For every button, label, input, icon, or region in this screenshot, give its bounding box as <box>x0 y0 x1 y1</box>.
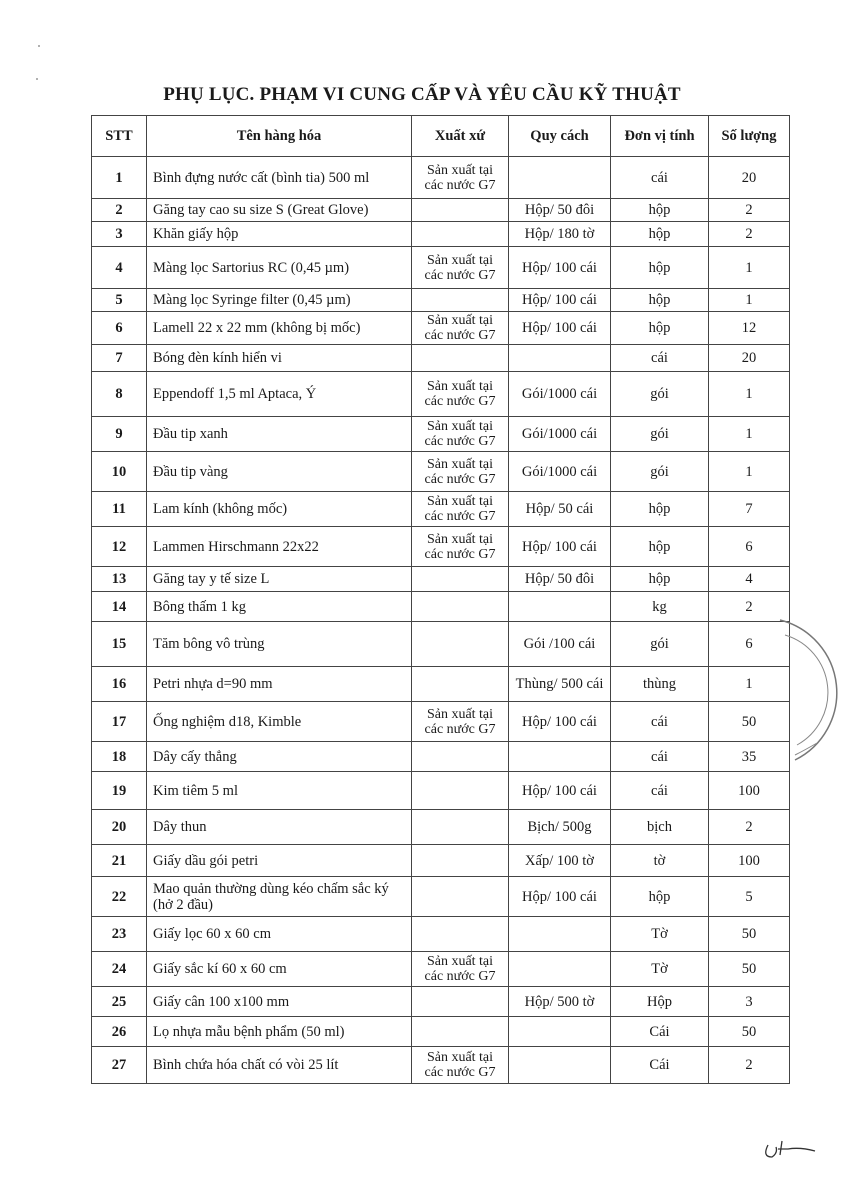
cell-stt: 11 <box>92 492 147 527</box>
cell-stt: 8 <box>92 372 147 417</box>
cell-spec: Hộp/ 100 cái <box>509 702 611 742</box>
cell-spec: Hộp/ 100 cái <box>509 247 611 289</box>
cell-name: Giấy cân 100 x100 mm <box>147 987 412 1017</box>
header-stt: STT <box>92 116 147 157</box>
supply-table <box>91 115 790 1084</box>
cell-name: Lọ nhựa mẫu bệnh phẩm (50 ml) <box>147 1017 412 1047</box>
cell-name: Găng tay cao su size S (Great Glove) <box>147 199 412 222</box>
header-unit: Đơn vị tính <box>611 116 709 157</box>
cell-name: Dây thun <box>147 810 412 845</box>
table-row <box>92 492 790 527</box>
cell-qty: 6 <box>709 527 790 567</box>
cell-stt: 2 <box>92 199 147 222</box>
table-header-row <box>92 116 790 157</box>
cell-origin: Sản xuất tại các nước G7 <box>412 1047 509 1084</box>
table-row <box>92 157 790 199</box>
cell-qty: 1 <box>709 452 790 492</box>
scan-speck <box>36 78 38 80</box>
table-row <box>92 247 790 289</box>
cell-spec: Xấp/ 100 tờ <box>509 845 611 877</box>
cell-origin <box>412 845 509 877</box>
cell-stt: 13 <box>92 567 147 592</box>
official-stamp-partial <box>735 615 844 765</box>
cell-name: Mao quản thường dùng kéo chấm sắc ký (hở 2 đầu) <box>147 877 412 917</box>
cell-qty: 2 <box>709 1047 790 1084</box>
cell-name: Ống nghiệm d18, Kimble <box>147 702 412 742</box>
cell-name: Màng lọc Sartorius RC (0,45 µm) <box>147 247 412 289</box>
scan-speck <box>38 45 40 47</box>
table-row <box>92 289 790 312</box>
cell-unit: gói <box>611 372 709 417</box>
cell-origin <box>412 1017 509 1047</box>
cell-qty: 6 <box>709 622 790 667</box>
cell-stt: 16 <box>92 667 147 702</box>
cell-stt: 4 <box>92 247 147 289</box>
cell-origin: Sản xuất tại các nước G7 <box>412 702 509 742</box>
cell-name: Tăm bông vô trùng <box>147 622 412 667</box>
cell-origin <box>412 667 509 702</box>
cell-spec: Bịch/ 500g <box>509 810 611 845</box>
cell-unit: hộp <box>611 289 709 312</box>
cell-unit: hộp <box>611 247 709 289</box>
cell-stt: 14 <box>92 592 147 622</box>
table-row <box>92 702 790 742</box>
table-row <box>92 527 790 567</box>
cell-spec <box>509 592 611 622</box>
cell-unit: hộp <box>611 222 709 247</box>
cell-origin: Sản xuất tại các nước G7 <box>412 157 509 199</box>
cell-spec <box>509 1047 611 1084</box>
cell-stt: 3 <box>92 222 147 247</box>
table-row <box>92 917 790 952</box>
header-spec: Quy cách <box>509 116 611 157</box>
cell-origin <box>412 592 509 622</box>
cell-unit: Tờ <box>611 952 709 987</box>
cell-unit: cái <box>611 345 709 372</box>
cell-origin <box>412 345 509 372</box>
page-title: PHỤ LỤC. PHẠM VI CUNG CẤP VÀ YÊU CẦU KỸ THUẬT <box>163 84 681 105</box>
cell-name: Kim tiêm 5 ml <box>147 772 412 810</box>
cell-stt: 21 <box>92 845 147 877</box>
cell-origin: Sản xuất tại các nước G7 <box>412 492 509 527</box>
table-row <box>92 845 790 877</box>
cell-qty: 20 <box>709 157 790 199</box>
table-row <box>92 417 790 452</box>
cell-spec: Hộp/ 100 cái <box>509 312 611 345</box>
table-row <box>92 592 790 622</box>
cell-name: Đầu tip vàng <box>147 452 412 492</box>
table-row <box>92 567 790 592</box>
table-row <box>92 372 790 417</box>
cell-unit: tờ <box>611 845 709 877</box>
cell-spec: Hộp/ 50 đôi <box>509 199 611 222</box>
cell-stt: 25 <box>92 987 147 1017</box>
cell-qty: 50 <box>709 1017 790 1047</box>
cell-stt: 22 <box>92 877 147 917</box>
cell-spec: Thùng/ 500 cái <box>509 667 611 702</box>
cell-name: Màng lọc Syringe filter (0,45 µm) <box>147 289 412 312</box>
cell-name: Găng tay y tế size L <box>147 567 412 592</box>
cell-origin <box>412 772 509 810</box>
cell-origin <box>412 742 509 772</box>
cell-unit: cái <box>611 742 709 772</box>
cell-origin: Sản xuất tại các nước G7 <box>412 452 509 492</box>
signature-initials <box>760 1135 820 1165</box>
cell-unit: Tờ <box>611 917 709 952</box>
cell-spec: Gói/1000 cái <box>509 372 611 417</box>
cell-unit: hộp <box>611 877 709 917</box>
cell-unit: cái <box>611 157 709 199</box>
cell-unit: kg <box>611 592 709 622</box>
cell-spec: Hộp/ 100 cái <box>509 289 611 312</box>
cell-unit: gói <box>611 622 709 667</box>
cell-spec <box>509 157 611 199</box>
cell-qty: 2 <box>709 810 790 845</box>
table-row <box>92 199 790 222</box>
table-row <box>92 222 790 247</box>
cell-name: Khăn giấy hộp <box>147 222 412 247</box>
cell-spec: Hộp/ 50 cái <box>509 492 611 527</box>
cell-qty: 35 <box>709 742 790 772</box>
cell-qty: 100 <box>709 772 790 810</box>
table-row <box>92 345 790 372</box>
cell-spec: Gói/1000 cái <box>509 417 611 452</box>
cell-origin: Sản xuất tại các nước G7 <box>412 952 509 987</box>
cell-unit: hộp <box>611 312 709 345</box>
cell-spec <box>509 917 611 952</box>
table-row <box>92 667 790 702</box>
cell-name: Bình đựng nước cất (bình tia) 500 ml <box>147 157 412 199</box>
cell-unit: hộp <box>611 567 709 592</box>
cell-origin <box>412 567 509 592</box>
cell-stt: 1 <box>92 157 147 199</box>
cell-name: Petri nhựa d=90 mm <box>147 667 412 702</box>
cell-origin: Sản xuất tại các nước G7 <box>412 372 509 417</box>
cell-spec <box>509 1017 611 1047</box>
cell-qty: 2 <box>709 199 790 222</box>
table-row <box>92 742 790 772</box>
cell-unit: cái <box>611 702 709 742</box>
cell-stt: 17 <box>92 702 147 742</box>
cell-name: Bình chứa hóa chất có vòi 25 lít <box>147 1047 412 1084</box>
cell-name: Giấy dầu gói petri <box>147 845 412 877</box>
cell-qty: 50 <box>709 917 790 952</box>
cell-qty: 50 <box>709 702 790 742</box>
cell-qty: 3 <box>709 987 790 1017</box>
cell-unit: Hộp <box>611 987 709 1017</box>
cell-stt: 19 <box>92 772 147 810</box>
cell-origin <box>412 622 509 667</box>
cell-name: Dây cấy thẳng <box>147 742 412 772</box>
cell-stt: 24 <box>92 952 147 987</box>
table-row <box>92 987 790 1017</box>
cell-qty: 7 <box>709 492 790 527</box>
table-row <box>92 952 790 987</box>
header-name: Tên hàng hóa <box>147 116 412 157</box>
cell-origin <box>412 987 509 1017</box>
cell-unit: hộp <box>611 199 709 222</box>
cell-qty: 50 <box>709 952 790 987</box>
cell-name: Đầu tip xanh <box>147 417 412 452</box>
cell-stt: 5 <box>92 289 147 312</box>
cell-unit: hộp <box>611 527 709 567</box>
cell-unit: Cái <box>611 1017 709 1047</box>
cell-name: Lammen Hirschmann 22x22 <box>147 527 412 567</box>
cell-stt: 7 <box>92 345 147 372</box>
cell-spec <box>509 952 611 987</box>
cell-stt: 6 <box>92 312 147 345</box>
table-row <box>92 877 790 917</box>
cell-qty: 2 <box>709 222 790 247</box>
cell-qty: 1 <box>709 417 790 452</box>
cell-name: Giấy lọc 60 x 60 cm <box>147 917 412 952</box>
cell-origin: Sản xuất tại các nước G7 <box>412 417 509 452</box>
cell-origin <box>412 289 509 312</box>
header-qty: Số lượng <box>709 116 790 157</box>
cell-spec: Hộp/ 100 cái <box>509 527 611 567</box>
cell-stt: 23 <box>92 917 147 952</box>
table-row <box>92 1017 790 1047</box>
table-row <box>92 1047 790 1084</box>
cell-spec: Hộp/ 500 tờ <box>509 987 611 1017</box>
cell-origin: Sản xuất tại các nước G7 <box>412 247 509 289</box>
cell-unit: cái <box>611 772 709 810</box>
cell-name: Giấy sắc kí 60 x 60 cm <box>147 952 412 987</box>
cell-qty: 1 <box>709 247 790 289</box>
cell-unit: Cái <box>611 1047 709 1084</box>
cell-origin <box>412 917 509 952</box>
cell-unit: bịch <box>611 810 709 845</box>
cell-spec <box>509 345 611 372</box>
cell-name: Bóng đèn kính hiển vi <box>147 345 412 372</box>
cell-spec: Hộp/ 100 cái <box>509 772 611 810</box>
cell-qty: 20 <box>709 345 790 372</box>
cell-qty: 2 <box>709 592 790 622</box>
cell-spec <box>509 742 611 772</box>
cell-stt: 9 <box>92 417 147 452</box>
cell-origin <box>412 222 509 247</box>
cell-qty: 5 <box>709 877 790 917</box>
cell-name: Lam kính (không mốc) <box>147 492 412 527</box>
cell-origin <box>412 877 509 917</box>
cell-spec: Hộp/ 50 đôi <box>509 567 611 592</box>
cell-qty: 1 <box>709 667 790 702</box>
table-row <box>92 810 790 845</box>
cell-stt: 10 <box>92 452 147 492</box>
cell-unit: gói <box>611 452 709 492</box>
cell-stt: 18 <box>92 742 147 772</box>
cell-qty: 4 <box>709 567 790 592</box>
cell-name: Lamell 22 x 22 mm (không bị mốc) <box>147 312 412 345</box>
cell-spec: Gói/1000 cái <box>509 452 611 492</box>
cell-unit: gói <box>611 417 709 452</box>
cell-stt: 20 <box>92 810 147 845</box>
cell-stt: 27 <box>92 1047 147 1084</box>
cell-unit: hộp <box>611 492 709 527</box>
cell-spec: Hộp/ 180 tờ <box>509 222 611 247</box>
cell-stt: 12 <box>92 527 147 567</box>
cell-unit: thùng <box>611 667 709 702</box>
cell-origin: Sản xuất tại các nước G7 <box>412 312 509 345</box>
cell-spec: Gói /100 cái <box>509 622 611 667</box>
cell-name: Bông thấm 1 kg <box>147 592 412 622</box>
cell-origin <box>412 199 509 222</box>
table-row <box>92 772 790 810</box>
cell-stt: 26 <box>92 1017 147 1047</box>
cell-stt: 15 <box>92 622 147 667</box>
cell-spec: Hộp/ 100 cái <box>509 877 611 917</box>
table-row <box>92 312 790 345</box>
table-row <box>92 452 790 492</box>
table-row <box>92 622 790 667</box>
cell-qty: 12 <box>709 312 790 345</box>
cell-qty: 1 <box>709 372 790 417</box>
cell-qty: 1 <box>709 289 790 312</box>
cell-name: Eppendoff 1,5 ml Aptaca, Ý <box>147 372 412 417</box>
header-origin: Xuất xứ <box>412 116 509 157</box>
cell-origin: Sản xuất tại các nước G7 <box>412 527 509 567</box>
cell-origin <box>412 810 509 845</box>
cell-qty: 100 <box>709 845 790 877</box>
